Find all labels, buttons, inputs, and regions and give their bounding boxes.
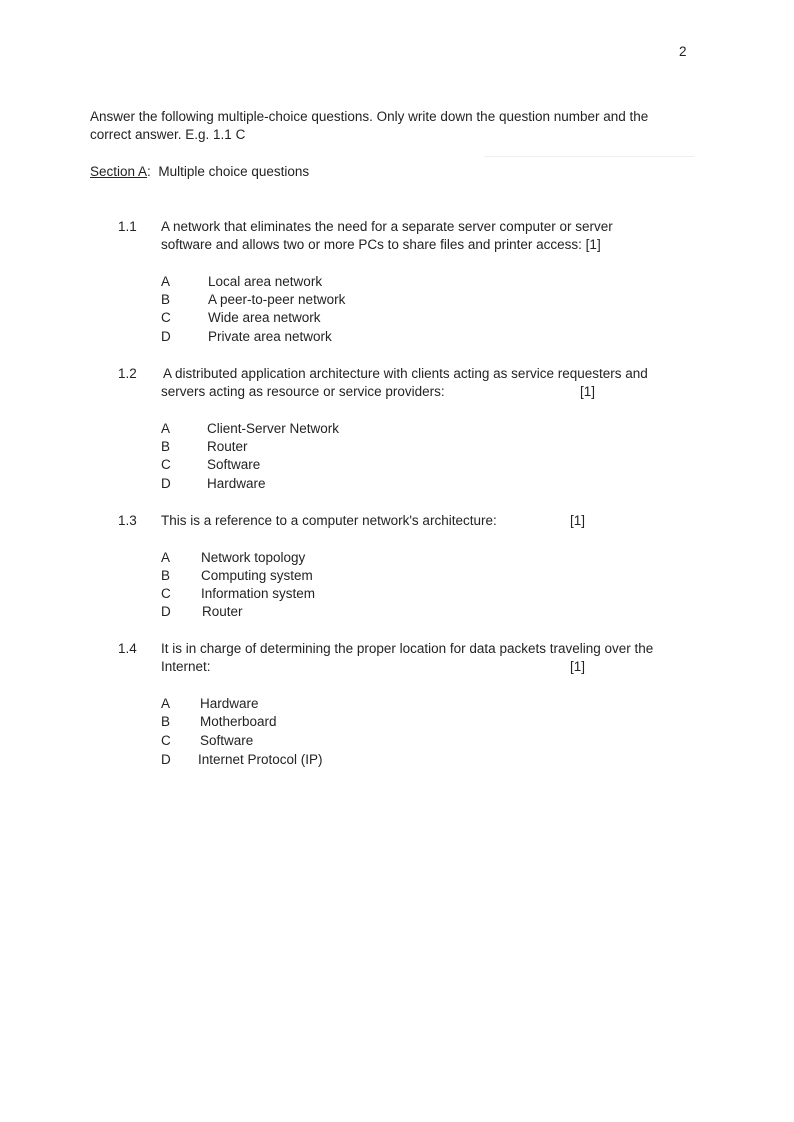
option-text: Hardware xyxy=(200,696,259,711)
option-letter: C xyxy=(161,457,171,472)
option-letter: B xyxy=(161,439,171,454)
option-text: Software xyxy=(200,733,254,748)
question-number: 1.4 xyxy=(118,641,137,656)
option-letter: A xyxy=(161,696,171,711)
option-letter: B xyxy=(161,714,171,729)
option-letter: B xyxy=(161,292,171,307)
section-colon: : xyxy=(147,164,151,179)
question-text-line: A distributed application architecture with clients acting as service requesters and xyxy=(163,366,648,381)
option-letter: D xyxy=(161,604,171,619)
option-letter: A xyxy=(161,550,171,565)
option-letter: A xyxy=(161,274,171,289)
option-text: Software xyxy=(207,457,261,472)
option-letter: D xyxy=(161,329,171,344)
option-text: Hardware xyxy=(207,476,266,491)
question-number: 1.2 xyxy=(118,366,137,381)
option-text: Client-Server Network xyxy=(207,421,340,436)
option-text: Computing system xyxy=(201,568,313,583)
option-letter: B xyxy=(161,568,171,583)
option-letter: C xyxy=(161,586,171,601)
question-number: 1.3 xyxy=(118,513,137,528)
question-text-line: servers acting as resource or service providers: xyxy=(161,384,445,399)
option-letter: D xyxy=(161,476,171,491)
option-text: Router xyxy=(202,604,243,619)
section-label: Section A xyxy=(90,164,148,179)
option-text: Motherboard xyxy=(200,714,277,729)
option-text: Wide area network xyxy=(208,310,321,325)
section-heading xyxy=(90,163,309,181)
option-text: Private area network xyxy=(208,329,332,344)
question-marks: [1] xyxy=(570,659,586,674)
question-marks: [1] xyxy=(580,384,596,399)
option-text: Network topology xyxy=(201,550,306,565)
scan-artifact-line xyxy=(484,156,694,157)
option-text: Router xyxy=(207,439,248,454)
section-title: Multiple choice questions xyxy=(158,164,310,179)
question-text-line: It is in charge of determining the proper location for data packets traveling over the xyxy=(161,641,654,656)
option-letter: D xyxy=(161,752,171,767)
option-text: A peer-to-peer network xyxy=(208,292,346,307)
option-text: Information system xyxy=(201,586,316,601)
question-text-line: This is a reference to a computer network's architecture: xyxy=(161,513,497,528)
question-text-line: A network that eliminates the need for a separate server computer or server xyxy=(161,219,613,234)
instructions-line-2: correct answer. E.g. 1.1 C xyxy=(90,127,246,142)
question-text-line: software and allows two or more PCs to share files and printer access: [1] xyxy=(161,237,601,252)
option-text: Local area network xyxy=(208,274,323,289)
question-text-line: Internet: xyxy=(161,659,211,674)
instructions-line-1: Answer the following multiple-choice questions. Only write down the question number and the xyxy=(90,109,649,124)
question-number: 1.1 xyxy=(118,219,137,234)
page-number: 2 xyxy=(679,44,687,59)
option-letter: C xyxy=(161,310,171,325)
option-text: Internet Protocol (IP) xyxy=(198,752,323,767)
question-marks: [1] xyxy=(570,513,586,528)
option-letter: A xyxy=(161,421,171,436)
option-letter: C xyxy=(161,733,171,748)
